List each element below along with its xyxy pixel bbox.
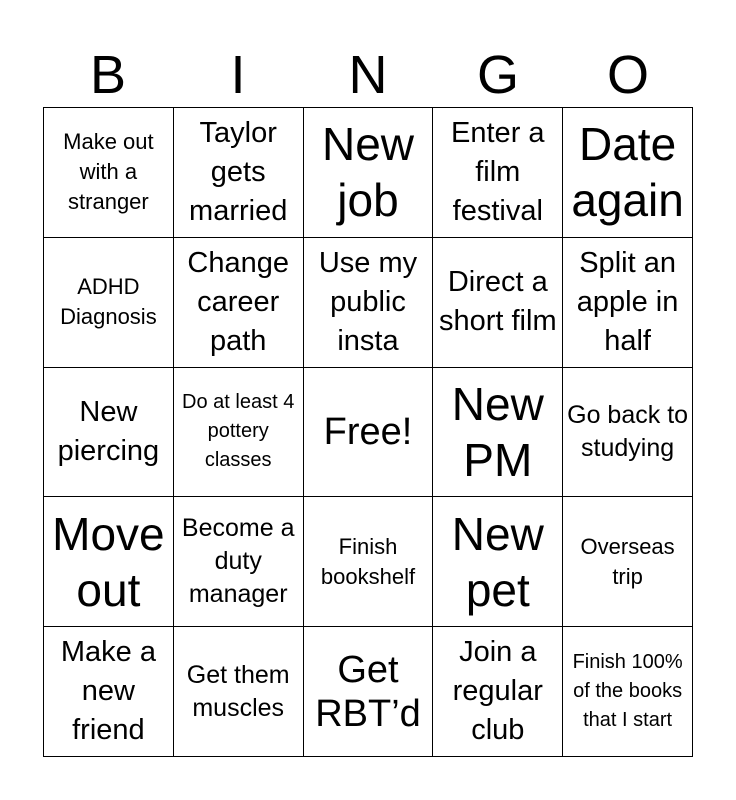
bingo-cell[interactable]: [44, 627, 174, 757]
cell-label: Overseas trip: [580, 533, 675, 589]
bingo-board: [43, 107, 693, 757]
cell-label: Join a regular club: [452, 636, 543, 747]
cell-label: Become a duty manager: [181, 514, 295, 609]
bingo-cell[interactable]: [433, 497, 563, 627]
bingo-cell[interactable]: [174, 497, 304, 627]
free-space-cell[interactable]: [304, 368, 434, 498]
bingo-cell[interactable]: [304, 497, 434, 627]
bingo-cell[interactable]: [174, 368, 304, 498]
cell-label: Split an apple in half: [576, 246, 679, 357]
cell-label: Do at least 4 pottery classes: [182, 391, 295, 472]
bingo-cell[interactable]: [563, 238, 693, 368]
cell-label: Move out: [52, 507, 165, 616]
bingo-cell[interactable]: [433, 368, 563, 498]
bingo-cell[interactable]: [304, 238, 434, 368]
cell-label: Free!: [323, 410, 413, 453]
cell-label: Finish bookshelf: [320, 533, 416, 589]
bingo-cell[interactable]: [433, 238, 563, 368]
cell-label: Go back to studying: [567, 400, 689, 462]
bingo-cell[interactable]: [563, 368, 693, 498]
cell-label: Enter a film festival: [451, 116, 545, 227]
bingo-header: [43, 44, 693, 106]
bingo-cell[interactable]: [44, 497, 174, 627]
bingo-cell[interactable]: [433, 627, 563, 757]
bingo-cell[interactable]: [44, 368, 174, 498]
cell-label: Direct a short film: [438, 266, 557, 338]
cell-label: Use my public insta: [318, 246, 418, 357]
cell-label: Finish 100% of the books that I start: [572, 651, 683, 732]
cell-label: Get RBT’d: [315, 648, 421, 735]
cell-label: New PM: [451, 377, 544, 486]
bingo-cell[interactable]: [563, 108, 693, 238]
bingo-cell[interactable]: [433, 108, 563, 238]
bingo-cell[interactable]: [174, 108, 304, 238]
cell-label: Make out with a stranger: [63, 129, 154, 215]
cell-label: Date again: [571, 118, 684, 227]
bingo-cell[interactable]: [44, 108, 174, 238]
header-letter-i: I: [230, 45, 246, 105]
cell-label: ADHD Diagnosis: [60, 274, 157, 330]
cell-label: New piercing: [57, 395, 160, 467]
header-letter-b: B: [89, 45, 127, 105]
bingo-cell[interactable]: [174, 627, 304, 757]
header-letter-g: G: [476, 45, 519, 105]
header-letter-n: N: [348, 45, 388, 105]
bingo-cell[interactable]: [44, 238, 174, 368]
bingo-cell[interactable]: [304, 108, 434, 238]
header-letter-o: O: [606, 45, 649, 105]
cell-label: New pet: [451, 507, 544, 616]
bingo-cell[interactable]: [304, 627, 434, 757]
bingo-cell[interactable]: [174, 238, 304, 368]
cell-label: Taylor gets married: [189, 116, 288, 227]
cell-label: Get them muscles: [186, 660, 290, 722]
cell-label: New job: [321, 118, 414, 227]
bingo-cell[interactable]: [563, 627, 693, 757]
bingo-cell[interactable]: [563, 497, 693, 627]
cell-label: Change career path: [187, 246, 289, 357]
cell-label: Make a new friend: [60, 636, 156, 747]
